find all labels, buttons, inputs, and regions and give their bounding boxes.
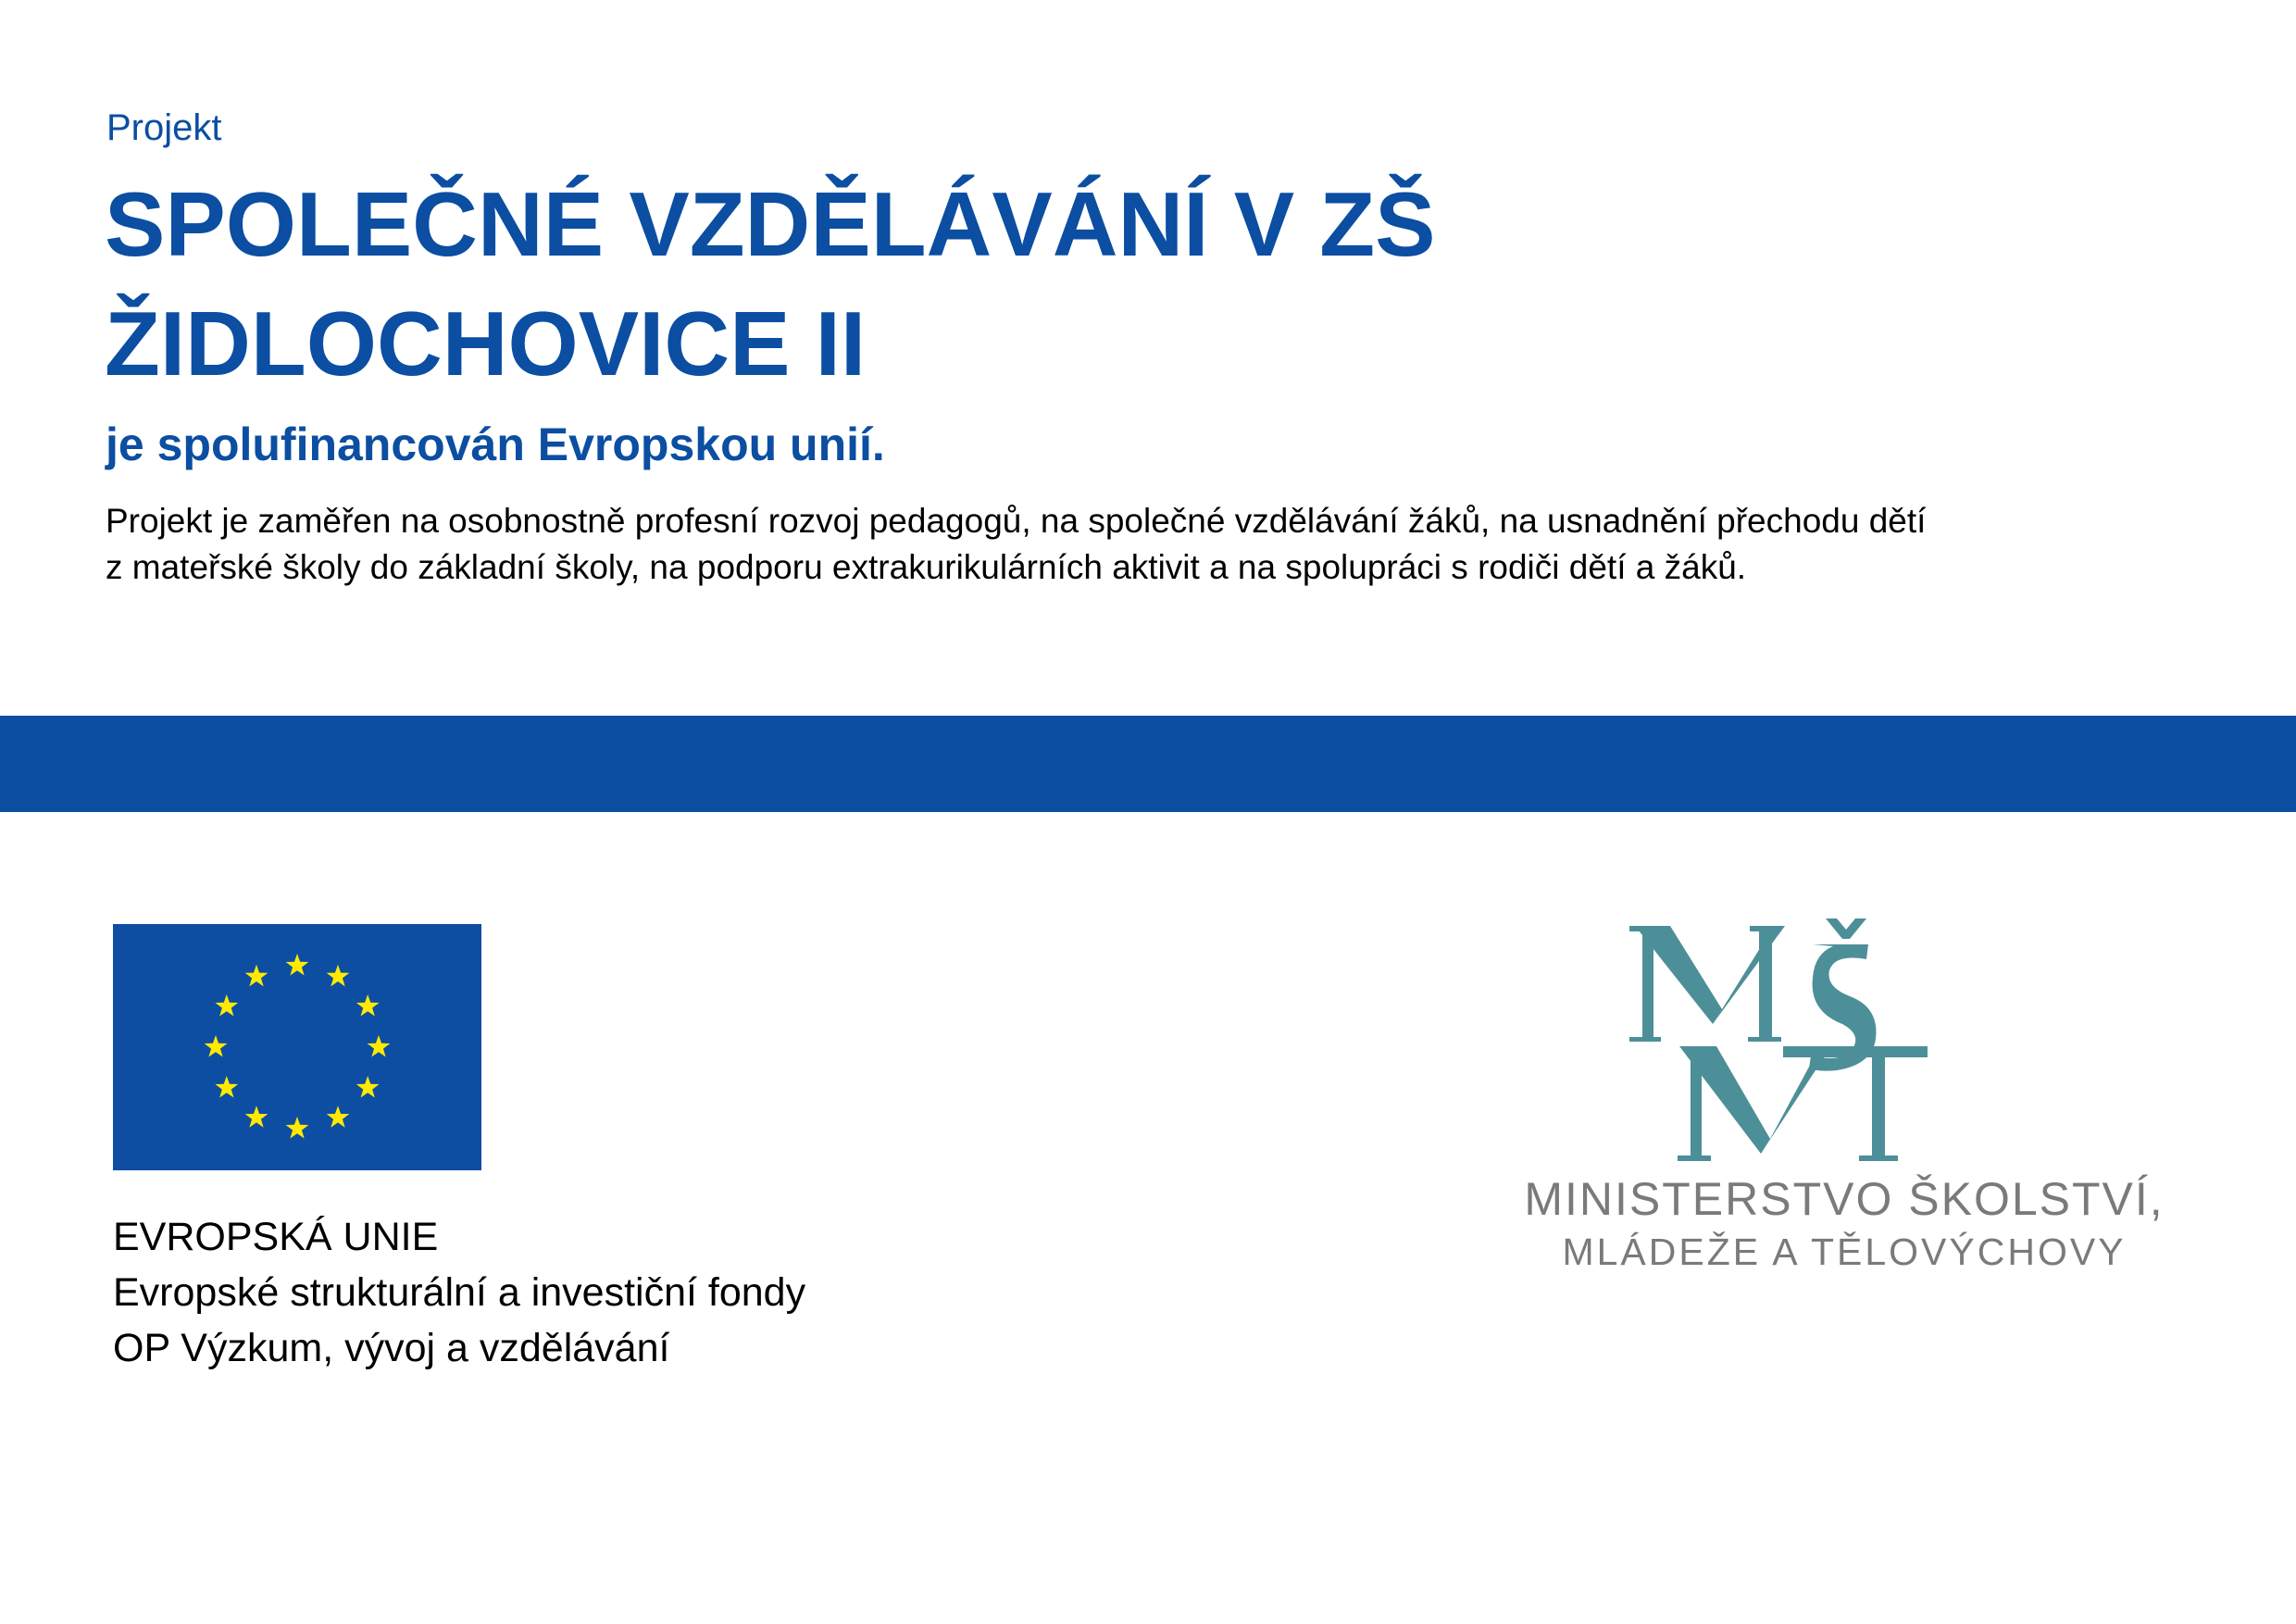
eu-funds: Evropské strukturální a investiční fondy [113, 1270, 806, 1315]
blue-band [0, 716, 2296, 812]
msmt-name-line-2: MLÁDEŽE A TĚLOVÝCHOVY [1562, 1230, 2127, 1273]
project-description [106, 498, 1926, 591]
msmt-name-line-1: MINISTERSTVO ŠKOLSTVÍ, [1524, 1173, 2165, 1225]
title-line-2: ŽIDLOCHOVICE II [105, 293, 867, 394]
description-line-2: z mateřské školy do základní školy, na podporu extrakurikulárních aktivit a na spolupráci s rodiči dětí a žáků. [106, 548, 1747, 586]
project-label: Projekt [106, 107, 222, 148]
description-line-1: Projekt je zaměřen na osobnostně profesní rozvoj pedagogů, na společné vzdělávání žáků, na usnadnění přechodu dětí [106, 502, 1927, 540]
msmt-logo-icon [1444, 917, 2222, 1287]
msmt-monogram [1629, 918, 1928, 1161]
title-line-1: SPOLEČNÉ VZDĚLÁVÁNÍ V ZŠ [105, 173, 1436, 275]
eu-text-block [113, 1209, 805, 1376]
eu-name: EVROPSKÁ UNIE [113, 1215, 439, 1259]
eu-flag-icon [113, 924, 481, 1170]
project-title [105, 165, 1864, 404]
eu-programme: OP Výzkum, vývoj a vzdělávání [113, 1326, 670, 1370]
cofinancing-subtitle: je spolufinancován Evropskou unií. [106, 418, 885, 470]
